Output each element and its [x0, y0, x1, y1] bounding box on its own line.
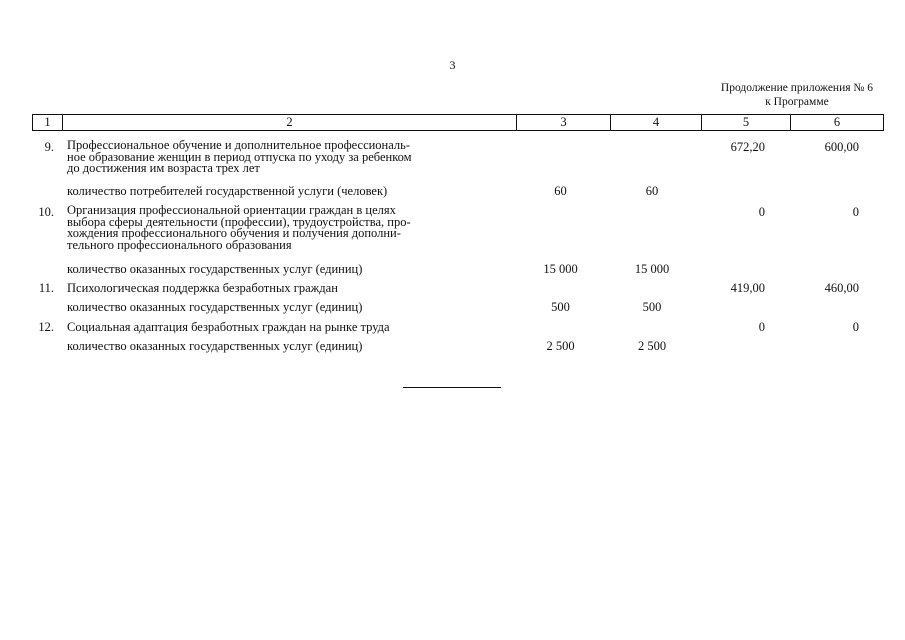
row-text-line: до достижения им возраста трех лет	[67, 161, 260, 175]
row-text-line: Организация профессиональной ориентации граждан в целях	[67, 203, 396, 217]
row-text: Социальная адаптация безработных граждан на рынке труда	[67, 320, 390, 334]
cell-value: 672,20	[730, 140, 765, 154]
cell-col-3: 500	[551, 300, 570, 314]
page-number: 3	[449, 58, 456, 72]
row-number: 10.	[38, 205, 54, 219]
cell-col-3: 2 500	[546, 339, 575, 353]
row-text	[67, 140, 497, 175]
cell-col-3: 60	[554, 184, 567, 198]
cell-col-6	[785, 320, 877, 335]
row-text: количество оказанных государственных услуг (единиц)	[67, 339, 363, 353]
table-row	[32, 320, 877, 336]
header-col-4: 4	[611, 115, 702, 131]
row-text-line: выбора сферы деятельности (профессии), трудоустройства, про-	[67, 214, 411, 229]
appendix-note	[721, 81, 873, 109]
cell-col-5	[697, 140, 785, 155]
table-row	[32, 139, 877, 179]
row-text-line: хождения профессионального обучения и получения дополни-	[67, 226, 401, 240]
cell-col-5	[697, 320, 785, 335]
table-row	[32, 300, 877, 316]
cell-value: 419,00	[730, 281, 765, 295]
header-col-6: 6	[791, 115, 884, 131]
row-text: количество потребителей государственной услуги (человек)	[67, 184, 388, 198]
cell-value: 0	[852, 320, 859, 334]
cell-value: 460,00	[824, 281, 859, 295]
row-text-line: тельного профессионального образования	[67, 237, 292, 252]
cell-col-6	[785, 281, 877, 296]
cell-col-5	[697, 205, 785, 220]
cell-col-4: 500	[642, 300, 662, 314]
cell-col-6	[785, 205, 877, 220]
appendix-note-line2: к Программе	[765, 96, 829, 108]
table-row	[32, 184, 877, 200]
header-col-2: 2	[63, 115, 517, 131]
end-divider-line	[403, 387, 501, 388]
table-row	[32, 204, 877, 258]
cell-value: 0	[758, 205, 765, 219]
row-number: 11.	[38, 281, 54, 295]
table-header-row	[32, 114, 884, 131]
table-row	[32, 281, 877, 297]
row-text	[67, 205, 497, 251]
cell-col-4: 2 500	[637, 339, 667, 353]
row-text: Психологическая поддержка безработных граждан	[67, 281, 338, 295]
table-row	[32, 262, 877, 278]
cell-value: 0	[852, 205, 859, 219]
cell-col-6	[785, 140, 877, 155]
row-number: 9.	[44, 140, 54, 154]
row-number: 12.	[38, 320, 54, 334]
header-col-1: 1	[33, 115, 63, 131]
cell-col-4: 60	[645, 184, 659, 198]
cell-value: 0	[758, 320, 765, 334]
table-row	[32, 339, 877, 355]
appendix-note-line1: Продолжение приложения № 6	[720, 82, 873, 94]
row-text: количество оказанных государственных услуг (единиц)	[67, 300, 363, 314]
header-col-5: 5	[702, 115, 791, 131]
row-text-line: Профессиональное обучение и дополнительное профессиональ-	[67, 138, 411, 152]
cell-value: 600,00	[824, 140, 859, 154]
header-col-3: 3	[517, 115, 611, 131]
row-text-line: ное образование женщин в период отпуска по уходу за ребенком	[67, 149, 412, 164]
row-text: количество оказанных государственных услуг (единиц)	[67, 262, 363, 276]
cell-col-5	[697, 281, 785, 296]
cell-col-4: 15 000	[634, 262, 670, 276]
cell-col-3: 15 000	[543, 262, 578, 276]
